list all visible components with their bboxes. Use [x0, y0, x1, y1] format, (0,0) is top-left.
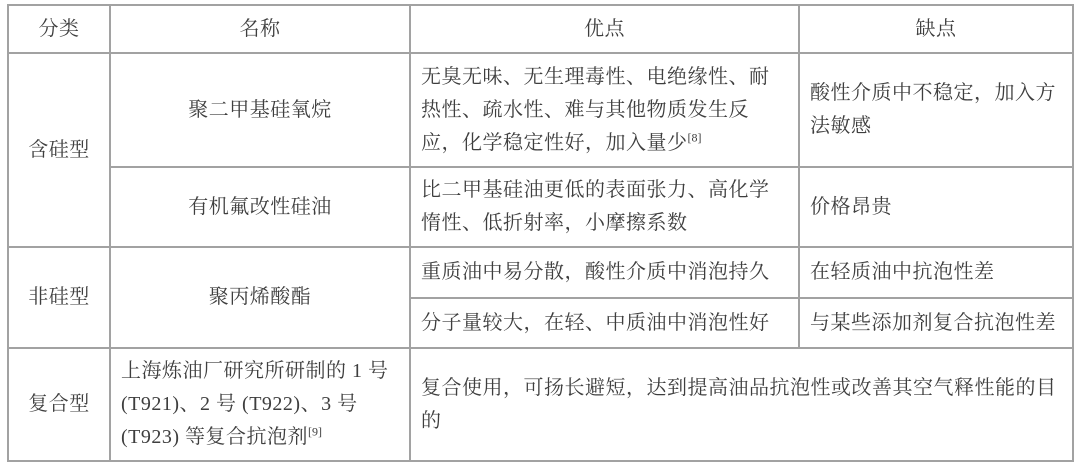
advantage-cell: 比二甲基硅油更低的表面张力、高化学惰性、低折射率，小摩擦系数: [410, 167, 799, 247]
advantage-cell: [410, 53, 799, 167]
merged-note-cell: 复合使用，可扬长避短，达到提高油品抗泡性或改善其空气释性能的目的: [410, 348, 1073, 461]
disadvantage-cell: 在轻质油中抗泡性差: [799, 247, 1073, 298]
header-disadvantage: 缺点: [799, 5, 1073, 53]
name-text: 上海炼油厂研究所研制的 1 号 (T921)、2 号 (T922)、3 号 (T923) 等复合抗泡剂: [121, 360, 389, 448]
category-cell-silicon: 含硅型: [8, 53, 110, 247]
antifoam-agents-table: [7, 4, 1074, 462]
header-name: 名称: [110, 5, 410, 53]
antifoam-agents-table-container: [7, 4, 1074, 462]
advantage-text: 无臭无味、无生理毒性、电绝缘性、耐热性、疏水性、难与其他物质发生反应，化学稳定性好，加入量少: [421, 65, 770, 154]
header-category: 分类: [8, 5, 110, 53]
disadvantage-cell: 酸性介质中不稳定，加入方法敏感: [799, 53, 1073, 167]
name-cell: 有机氟改性硅油: [110, 167, 410, 247]
disadvantage-cell: 价格昂贵: [799, 167, 1073, 247]
disadvantage-cell: 与某些添加剂复合抗泡性差: [799, 298, 1073, 348]
advantage-cell: 分子量较大，在轻、中质油中消泡性好: [410, 298, 799, 348]
advantage-cell: 重质油中易分散，酸性介质中消泡持久: [410, 247, 799, 298]
reference-marker: [9]: [308, 424, 323, 439]
name-cell: [110, 348, 410, 461]
category-cell-composite: 复合型: [8, 348, 110, 461]
table-row: [8, 53, 1073, 167]
table-row: [8, 167, 1073, 247]
table-row: [8, 348, 1073, 461]
name-cell: 聚丙烯酸酯: [110, 247, 410, 348]
category-cell-nonsilicon: 非硅型: [8, 247, 110, 348]
header-advantage: 优点: [410, 5, 799, 53]
table-row: [8, 247, 1073, 298]
header-row: [8, 5, 1073, 53]
reference-marker: [8]: [687, 129, 702, 144]
name-cell: 聚二甲基硅氧烷: [110, 53, 410, 167]
